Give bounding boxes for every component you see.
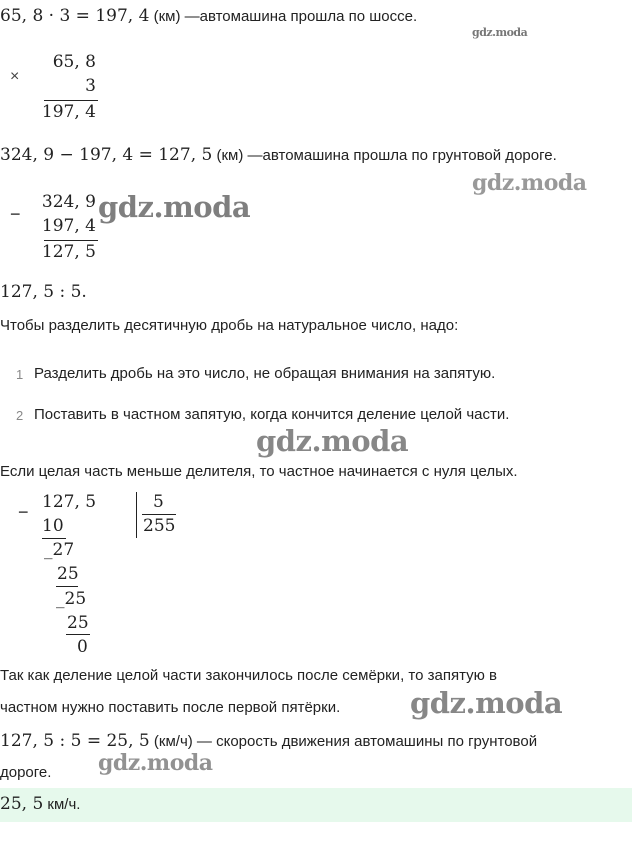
list-item-number: 2 xyxy=(16,408,24,423)
explanation-line: частном нужно поставить после первой пятёрки. xyxy=(0,699,341,716)
minus-sign: − xyxy=(10,204,21,224)
watermark-small: gdz.moda xyxy=(472,26,528,39)
watermark: gdz.moda xyxy=(256,424,409,458)
division-step: 25 xyxy=(67,613,89,633)
watermark: gdz.moda xyxy=(98,750,213,776)
step-rule xyxy=(56,586,78,587)
multiplicand: 65, 8 xyxy=(52,52,96,72)
division-step: _27 xyxy=(44,540,75,560)
result-rule xyxy=(44,100,98,101)
quotient: 255 xyxy=(143,516,176,536)
watermark: gdz.moda xyxy=(98,190,251,224)
list-item-text: Разделить дробь на это число, не обращая внимания на запятую. xyxy=(34,365,496,382)
division-step: _25 xyxy=(56,589,87,609)
result-rule xyxy=(44,240,98,241)
list-item-number: 1 xyxy=(16,367,24,382)
watermark: gdz.moda xyxy=(472,170,587,196)
answer-box xyxy=(0,788,632,822)
calc-line-speed xyxy=(0,731,537,751)
step-rule xyxy=(66,634,90,635)
rule-intro: Чтобы разделить десятичную дробь на натуральное число, надо: xyxy=(0,317,459,334)
explanation-line: Так как деление целой части закончилось после семёрки, то запятую в xyxy=(0,667,497,684)
answer-value: 25, 5 xyxy=(0,794,44,814)
product: 197, 4 xyxy=(41,102,96,122)
calc-line-dirt-road xyxy=(0,145,557,165)
multiply-sign: × xyxy=(10,68,20,85)
calc-line-highway xyxy=(0,6,417,26)
list-item-text: Поставить в частном запятую, когда кончится деление целой части. xyxy=(34,406,510,423)
rule-note: Если целая часть меньше делителя, то частное начинается с нуля целых. xyxy=(0,463,518,480)
division-step: 10 xyxy=(42,516,64,536)
minus-sign: − xyxy=(18,502,29,522)
step-rule xyxy=(42,538,66,539)
math-expression: 324, 9 − 197, 4 = 127, 5 xyxy=(0,145,213,165)
division-expression: 127, 5 : 5. xyxy=(0,282,87,302)
dividend: 127, 5 xyxy=(42,492,97,512)
calc-text-continued: дороге. xyxy=(0,764,52,781)
division-step: 0 xyxy=(77,637,88,657)
divisor: 5 xyxy=(153,492,164,512)
divisor-rule xyxy=(142,514,176,515)
minuend: 324, 9 xyxy=(41,192,96,212)
math-expression: 65, 8 · 3 = 197, 4 xyxy=(0,6,150,26)
answer-unit: км/ч. xyxy=(43,796,81,813)
difference: 127, 5 xyxy=(41,242,96,262)
answer-text xyxy=(0,794,80,814)
calc-text: (км/ч) — скорость движения автомашины по грунтовой xyxy=(149,733,538,750)
division-step: 25 xyxy=(57,564,79,584)
subtrahend: 197, 4 xyxy=(41,216,96,236)
math-expression: 127, 5 : 5 = 25, 5 xyxy=(0,731,150,751)
multiplier: 3 xyxy=(85,76,96,96)
calc-text: (км) —автомашина прошла по шоссе. xyxy=(149,8,418,25)
division-bar xyxy=(136,492,137,538)
watermark: gdz.moda xyxy=(410,686,563,720)
calc-text: (км) —автомашина прошла по грунтовой дороге. xyxy=(212,147,557,164)
